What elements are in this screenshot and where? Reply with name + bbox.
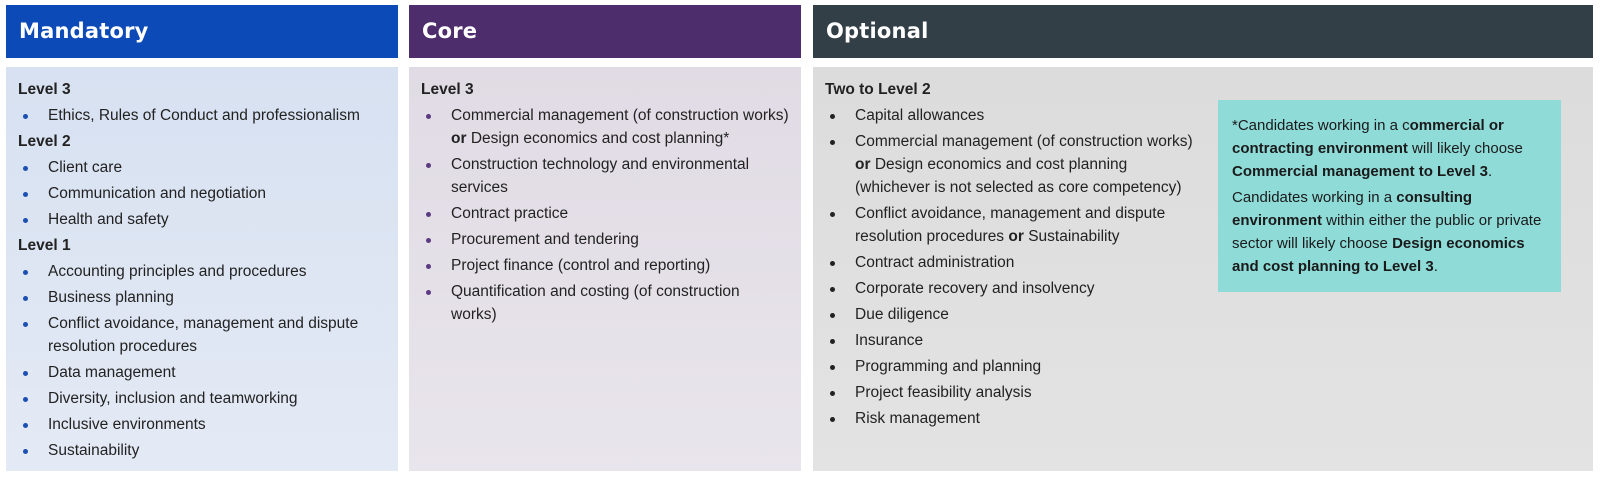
list-item xyxy=(421,104,789,150)
optional-body xyxy=(813,67,1593,471)
note-paragraph xyxy=(1232,114,1549,183)
list-item: Accounting principles and procedures xyxy=(18,260,386,283)
list-item: Contract practice xyxy=(421,202,789,225)
optional-header: Optional xyxy=(813,5,1593,58)
list-item: Client care xyxy=(18,156,386,179)
mandatory-body xyxy=(6,67,398,471)
note-paragraph xyxy=(1232,186,1549,278)
list-item: Procurement and tendering xyxy=(421,228,789,251)
note-bold: ommercial or contracting environment xyxy=(1232,117,1504,157)
list-item: Project finance (control and reporting) xyxy=(421,254,789,277)
or-connector: or xyxy=(451,130,467,147)
list-item: Corporate recovery and insolvency xyxy=(825,277,1195,300)
level-heading: Two to Level 2 xyxy=(825,81,931,98)
list-item: Inclusive environments xyxy=(18,413,386,436)
mandatory-column xyxy=(6,5,398,459)
list-item: Data management xyxy=(18,361,386,384)
note-text: *Candidates working in a c xyxy=(1232,117,1410,134)
list-item xyxy=(825,202,1195,248)
mandatory-header: Mandatory xyxy=(6,5,398,58)
level-heading: Level 2 xyxy=(18,133,71,150)
note-text: Candidates working in a xyxy=(1232,189,1397,206)
list-item: Contract administration xyxy=(825,251,1195,274)
note-text: . xyxy=(1487,163,1493,180)
level-heading: Level 1 xyxy=(18,237,71,254)
level3-list xyxy=(18,104,386,127)
list-item: Communication and negotiation xyxy=(18,182,386,205)
or-connector: or xyxy=(1008,228,1024,245)
list-item: Capital allowances xyxy=(825,104,1195,127)
core-header: Core xyxy=(409,5,801,58)
item-text: Design economics and cost planning (whichever is not selected as core competency) xyxy=(855,156,1182,196)
list-item: Diversity, inclusion and teamworking xyxy=(18,387,386,410)
list-item: Quantification and costing (of construction works) xyxy=(421,280,789,326)
level2-list xyxy=(18,156,386,231)
list-item: Project feasibility analysis xyxy=(825,381,1195,404)
list-item: Risk management xyxy=(825,407,1195,430)
note-bold: Commercial management to Level 3 xyxy=(1232,163,1488,180)
core-column xyxy=(409,5,801,323)
item-text: Commercial management (of construction works) xyxy=(451,107,789,124)
core-level3-list xyxy=(421,104,789,326)
item-text: Commercial management (of construction works) xyxy=(855,133,1193,150)
list-item: Insurance xyxy=(825,329,1195,352)
note-bold: Design economics and cost planning to Level 3 xyxy=(1232,235,1525,275)
item-text: Design economics and cost planning* xyxy=(470,130,730,147)
optional-list xyxy=(825,104,1195,430)
level-heading: Level 3 xyxy=(421,81,474,98)
candidate-note-box xyxy=(1218,100,1561,292)
list-item: Programming and planning xyxy=(825,355,1195,378)
note-text: will likely choose xyxy=(1407,140,1523,157)
list-item: Due diligence xyxy=(825,303,1195,326)
note-text: within either the public or private sector will likely choose xyxy=(1232,212,1542,252)
list-item: Business planning xyxy=(18,286,386,309)
item-text: Conflict avoidance, management and dispute resolution procedures xyxy=(855,205,1166,245)
item-text: Sustainability xyxy=(1028,228,1120,245)
list-item: Conflict avoidance, management and dispute resolution procedures xyxy=(18,312,386,358)
list-item: Ethics, Rules of Conduct and professionalism xyxy=(18,104,386,127)
optional-column xyxy=(813,5,1593,427)
list-item: Sustainability xyxy=(18,439,386,462)
list-item xyxy=(825,130,1195,199)
level1-list xyxy=(18,260,386,462)
list-item: Health and safety xyxy=(18,208,386,231)
core-body xyxy=(409,67,801,471)
list-item: Construction technology and environmental services xyxy=(421,153,789,199)
or-connector: or xyxy=(855,156,871,173)
note-bold: consulting environment xyxy=(1232,189,1473,229)
note-text: . xyxy=(1433,258,1438,275)
level-heading: Level 3 xyxy=(18,81,71,98)
